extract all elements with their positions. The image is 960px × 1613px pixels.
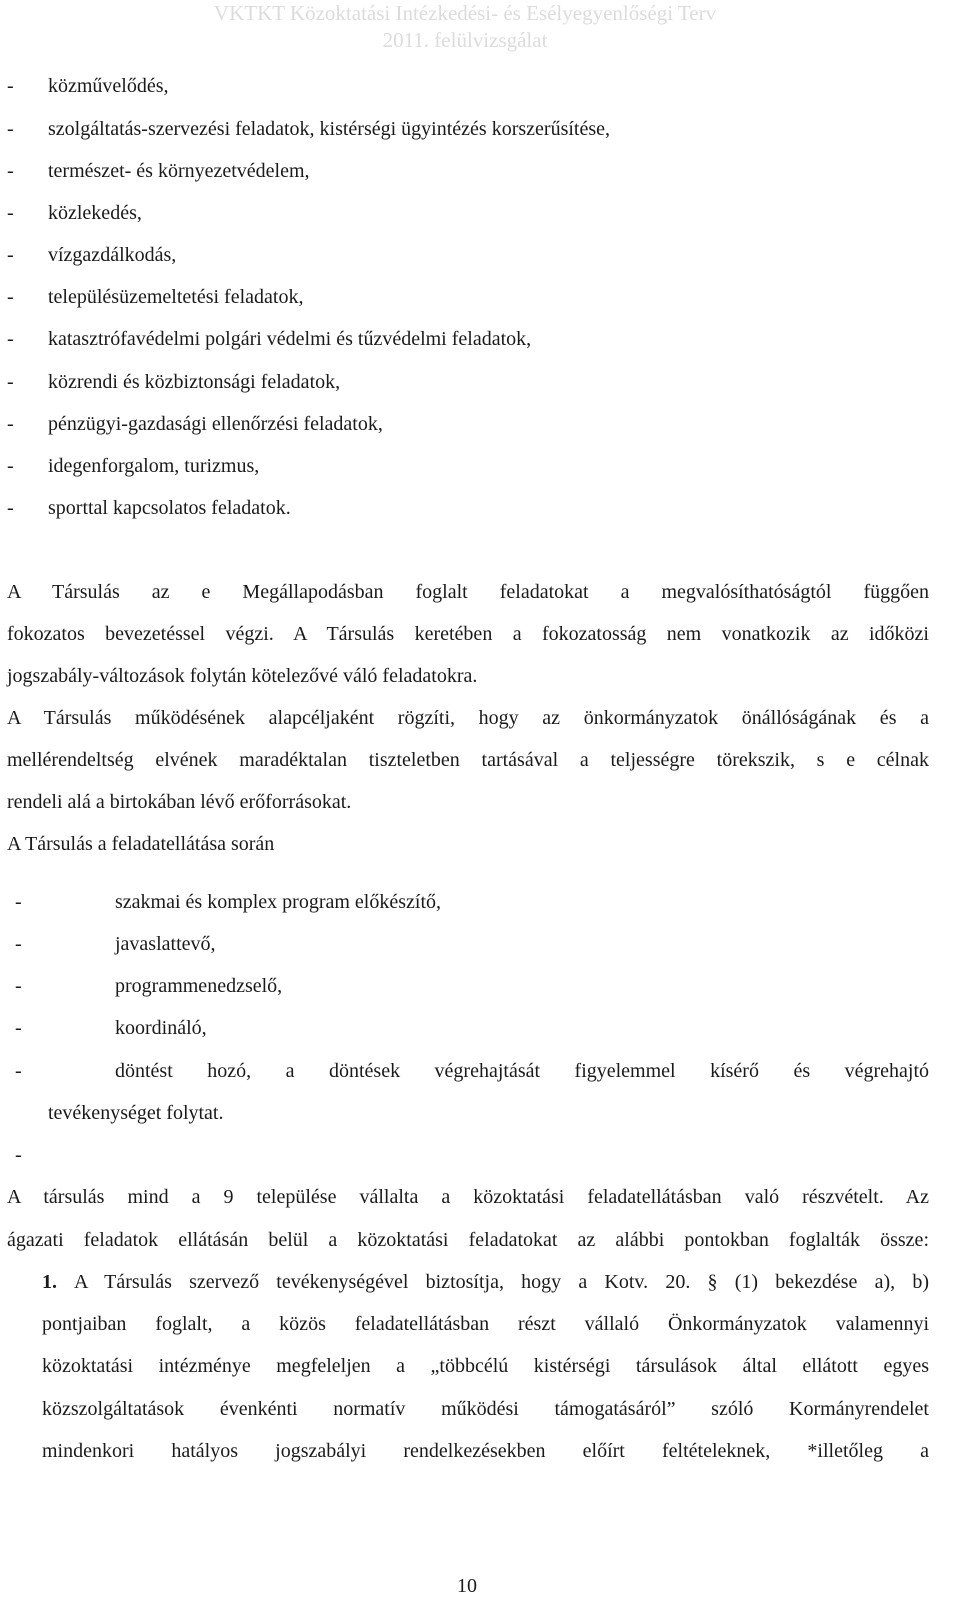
list-item-line: tevékenységet folytat. — [48, 1102, 224, 1124]
paragraph-line: rendeli alá a birtokában lévő erőforrásokat. — [7, 791, 352, 813]
paragraph-line: fokozatos bevezetéssel végzi. A Társulás keretében a fokozatosság nem vonatkozik az időközi — [7, 623, 929, 645]
page-number: 10 — [457, 1575, 477, 1597]
item-line: mindenkori hatályos jogszabályi rendelkezésekben előírt feltételeknek, *illetőleg a — [42, 1440, 929, 1462]
item-line: A Társulás szervező tevékenységével biztosítja, hogy a Kotv. 20. § (1) bekezdése a), b) — [74, 1271, 929, 1293]
paragraph-line: jogszabály-változások folytán kötelezővé váló feladatokra. — [7, 665, 478, 687]
page-header — [150, 0, 780, 54]
item-line: pontjaiban foglalt, a közös feladatellátásban részt vállaló Önkormányzatok valamennyi — [42, 1313, 929, 1335]
paragraph-line: A Társulás működésének alapcéljaként rögzíti, hogy az önkormányzatok önállóságának és a — [7, 707, 929, 729]
item-line: közszolgáltatások évenkénti normatív működési támogatásáról” szóló Kormányrendelet — [42, 1398, 929, 1420]
header-subtitle: 2011. felülvizsgálat — [382, 28, 548, 52]
paragraph-line: A Társulás az e Megállapodásban foglalt feladatokat a megvalósíthatóságtól függően — [7, 581, 929, 603]
paragraph-line: mellérendeltség elvének maradéktalan tiszteletben tartásával a teljességre törekszik, s e célnak — [7, 749, 929, 771]
item-line: közoktatási intézménye megfeleljen a „többcélú kistérségi társulások által ellátott egyes — [42, 1355, 929, 1377]
paragraph-line: ágazati feladatok ellátásán belül a közoktatási feladatokat az alábbi pontokban foglalták össze: — [7, 1229, 929, 1251]
paragraph-line: A társulás mind a 9 települése vállalta a közoktatási feladatellátásban való részvételt. Az — [7, 1186, 929, 1208]
paragraph-task-intro: A Társulás a feladatellátása során — [7, 833, 275, 855]
header-title: VKTKT Közoktatási Intézkedési- és Esélyegyenlőségi Terv — [213, 1, 717, 25]
item-number: 1. — [42, 1271, 57, 1293]
list-item-line: döntést hozó, a döntések végrehajtását figyelemmel kísérő és végrehajtó — [115, 1060, 929, 1082]
